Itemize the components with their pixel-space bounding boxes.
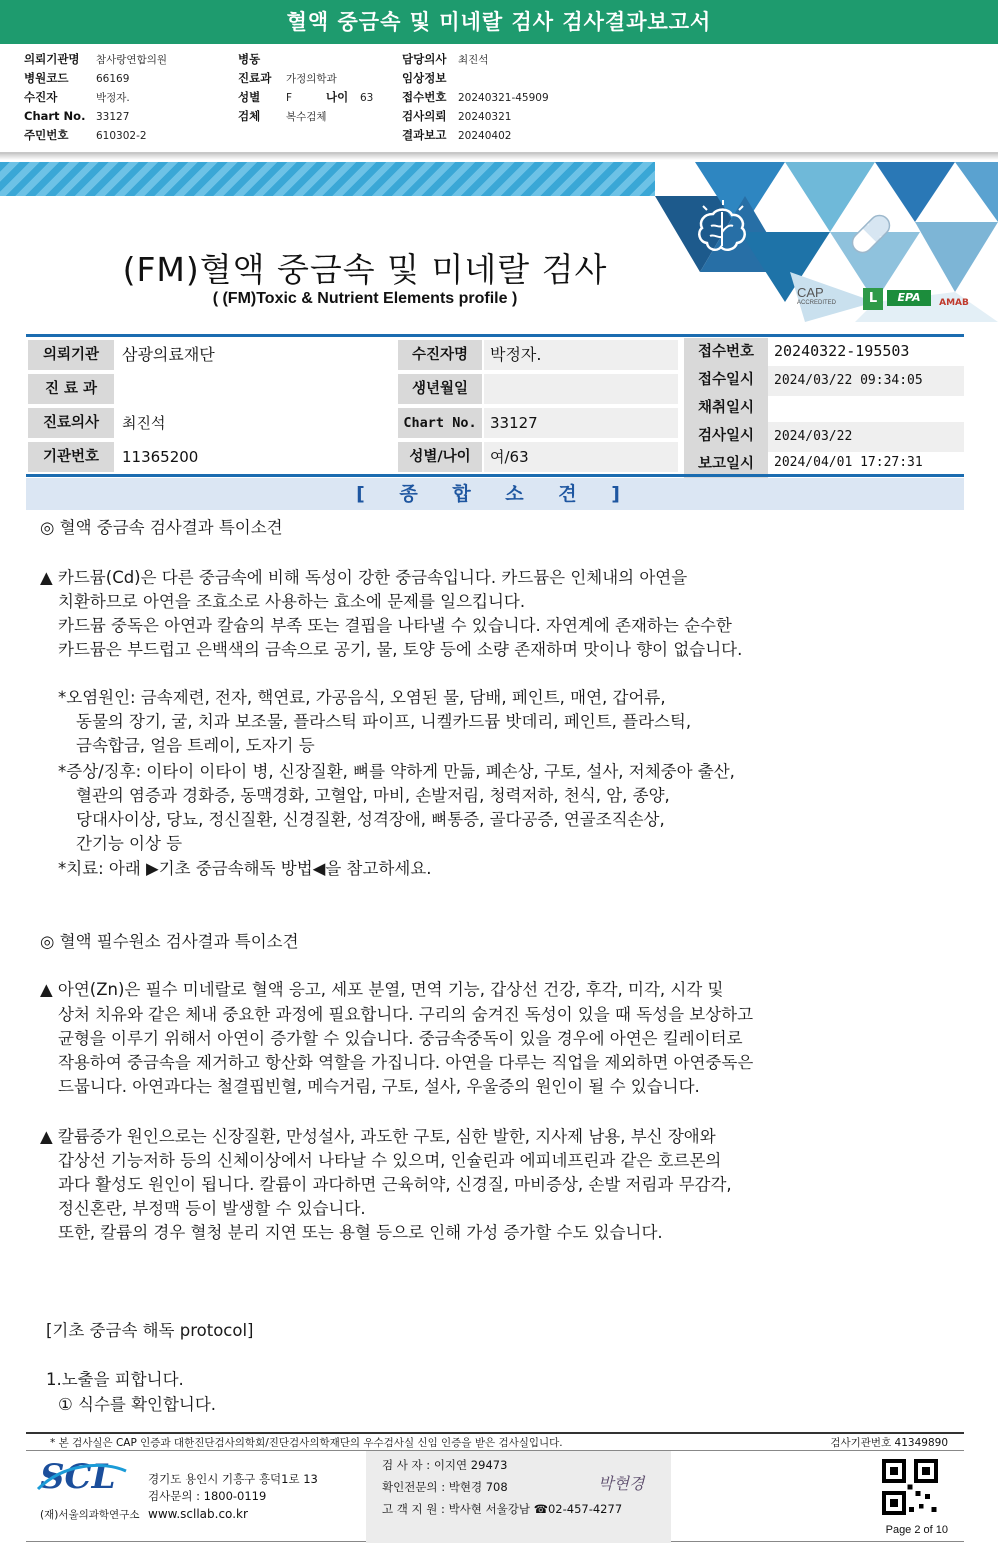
scl-logo: SCL [40, 1457, 116, 1497]
label-dept: 진료과 [238, 71, 272, 85]
section-heavy-metal-heading: ◎ 혈액 중금속 검사결과 특이소견 [40, 518, 283, 537]
label-patient: 수진자 [24, 90, 58, 104]
label-request-date: 검사의뢰 [402, 109, 447, 123]
lab-website[interactable]: www.scllab.co.kr [148, 1507, 248, 1521]
value-req-org-2: 삼광의료재단 [122, 345, 215, 364]
signature: 박현경 [598, 1474, 645, 1493]
lm-logo: L [863, 288, 883, 310]
qr-code-icon [882, 1459, 938, 1515]
label-birth: 생년월일 [398, 374, 482, 404]
label-rrn: 주민번호 [24, 128, 69, 142]
scl-logo-swoosh [34, 1459, 130, 1499]
label-recv-dt: 접수일시 [684, 366, 768, 394]
footer-lab-number: 검사기관번호 41349890 [830, 1437, 948, 1449]
capsule-icon [843, 206, 899, 262]
header-shadow [0, 154, 998, 160]
summary-line: 간기능 이상 등 [76, 834, 183, 853]
value-specimen: 복수검체 [286, 111, 327, 123]
summary-line: ▲ 칼륨증가 원인으로는 신장질환, 만성설사, 과도한 구토, 심한 발한, 지사제 남용, 부신 장애와 [40, 1127, 716, 1146]
label-ward: 병동 [238, 52, 261, 66]
label-hosp-code: 병원코드 [24, 71, 69, 85]
value-birth [484, 374, 678, 404]
footer-box [26, 1450, 964, 1542]
confirming-specialist: 확인전문의 : 박현경 708 [382, 1480, 508, 1494]
header-info-col-3 [402, 50, 549, 145]
header-info-col-1 [24, 50, 167, 145]
label-specimen: 검체 [238, 109, 261, 123]
section-essential-element-heading: ◎ 혈액 필수원소 검사결과 특이소견 [40, 932, 299, 951]
label-recv-no: 접수번호 [684, 338, 768, 366]
footer-signers-panel [366, 1451, 671, 1543]
value-req-org: 참사랑연합의원 [96, 54, 168, 66]
summary-heading: [ 종 합 소 견 ] [26, 478, 964, 510]
summary-line: 드뭅니다. 아연과다는 철결핍빈혈, 메슥거림, 구토, 설사, 우울증의 원인이 될 수 있습니다. [58, 1077, 700, 1096]
summary-line: 또한, 칼륨의 경우 혈청 분리 지연 또는 용혈 등으로 인해 가성 증가할 수도 있습니다. [58, 1223, 663, 1242]
label-report-dt: 보고일시 [684, 450, 768, 478]
lab-name: (재)서울의과학연구소 [40, 1509, 140, 1521]
label-org-no: 기관번호 [28, 442, 114, 472]
label-chart-no: Chart No. [398, 408, 482, 438]
label-doctor-2: 진료의사 [28, 408, 114, 438]
customer-support: 고 객 지 원 : 박사현 서울강남 ☎02-457-4277 [382, 1502, 623, 1516]
value-age: 63 [360, 92, 374, 104]
footer-cert-notice: * 본 검사실은 CAP 인증과 대한진단검사의학회/진단검사의학재단의 우수검사실 신임 인증을 받은 검사실입니다. [50, 1437, 563, 1449]
report-header-title: 혈액 중금속 및 미네랄 검사 검사결과보고서 [0, 0, 998, 44]
lab-phone: 검사문의 : 1800-0119 [148, 1489, 267, 1503]
value-recv-no: 20240322-195503 [774, 342, 910, 360]
summary-line: *증상/징후: 이타이 이타이 병, 신장질환, 뼈를 약하게 만듦, 폐손상, 구토, 설사, 저체중아 출산, [58, 762, 735, 781]
value-hosp-code: 66169 [96, 73, 130, 85]
summary-line: 금속합금, 얼음 트레이, 도자기 등 [76, 736, 315, 755]
summary-line: 균형을 이루기 위해서 아연이 증가할 수 있습니다. 중금속중독이 있을 경우에 아연은 킬레이터로 [58, 1029, 743, 1048]
value-test-dt: 2024/03/22 [768, 422, 964, 452]
label-dept-2: 진 료 과 [28, 374, 114, 404]
value-patient: 박정자. [96, 92, 130, 104]
label-test-dt: 검사일시 [684, 422, 768, 450]
value-collect [768, 394, 964, 424]
summary-line: 동물의 장기, 굴, 치과 보조물, 플라스틱 파이프, 니켈카드뮴 밧데리, 페인트, 플라스틱, [76, 712, 692, 731]
cap-logo: CAP ACCREDITED [797, 285, 837, 306]
summary-line: *오염원인: 금속제련, 전자, 핵연료, 가공음식, 오염된 물, 담배, 페인트, 매연, 갑어류, [58, 688, 666, 707]
value-request-date: 20240321 [458, 111, 512, 123]
label-req-org: 의뢰기관명 [24, 52, 80, 66]
value-chart-no: 33127 [484, 408, 678, 438]
value-org-no: 11365200 [122, 448, 199, 466]
value-report-date: 20240402 [458, 130, 512, 142]
summary-line: 정신혼란, 부정맥 등이 발생할 수 있습니다. [58, 1199, 366, 1218]
value-patient-name: 박정자. [484, 340, 678, 370]
value-sex-age: 여/63 [484, 442, 678, 472]
label-doctor: 담당의사 [402, 52, 447, 66]
label-sex: 성별 [238, 90, 261, 104]
value-doctor: 최진석 [458, 54, 489, 66]
value-accession: 20240321-45909 [458, 92, 549, 104]
summary-line: 치환하므로 아연을 조효소로 사용하는 효소에 문제를 일으킵니다. [58, 592, 526, 611]
protocol-step-1: 1.노출을 피합니다. [46, 1370, 184, 1389]
protocol-heading: [기초 중금속 해독 protocol] [46, 1321, 254, 1340]
summary-line: 상처 치유와 같은 체내 중요한 과정에 필요합니다. 구리의 숨겨진 독성이 있을 때 독성을 보상하고 [58, 1005, 754, 1024]
value-dept-2 [116, 374, 396, 404]
label-age: 나이 [326, 90, 349, 104]
protocol-step-1-1: ① 식수를 확인합니다. [58, 1395, 217, 1414]
label-clinical-info: 임상정보 [402, 71, 447, 85]
label-req-org-2: 의뢰기관 [28, 340, 114, 370]
report-title: (FM)혈액 중금속 및 미네랄 검사 [122, 250, 608, 289]
epa-logo: EPA [887, 290, 931, 306]
value-chart: 33127 [96, 111, 130, 123]
header-info-col-2 [238, 50, 373, 126]
label-sex-age: 성별/나이 [398, 442, 482, 472]
lab-address: 경기도 용인시 기흥구 흥덕1로 13 [148, 1472, 318, 1486]
value-doctor-2: 최진석 [122, 414, 166, 432]
label-accession: 접수번호 [402, 90, 447, 104]
examiner: 검 사 자 : 이지연 29473 [382, 1458, 508, 1472]
summary-line: *치료: 아래 ▶기초 중금속해독 방법◀을 참고하세요. [58, 859, 432, 878]
summary-line: 과다 활성도 원인이 됩니다. 칼륨이 과다하면 근육허약, 신경질, 마비증상, 손발 저림과 무감각, [58, 1175, 732, 1194]
label-chart: Chart No. [24, 109, 86, 123]
value-rrn: 610302-2 [96, 130, 147, 142]
summary-line: 작용하여 중금속을 제거하고 항산화 역할을 가집니다. 아연을 다루는 직업을 제외하면 아연중독은 [58, 1053, 754, 1072]
value-recv-dt: 2024/03/22 09:34:05 [768, 366, 964, 396]
summary-line: 혈관의 염증과 경화증, 동맥경화, 고혈압, 마비, 손발저림, 청력저하, 천식, 암, 종양, [76, 786, 670, 805]
summary-line: ▲ 카드뮴(Cd)은 다른 중금속에 비해 독성이 강한 중금속입니다. 카드뮴은 인체내의 아연을 [40, 568, 688, 587]
summary-line: 카드뮴 중독은 아연과 칼슘의 부족 또는 결핍을 나타낼 수 있습니다. 자연계에 존재하는 순수한 [58, 616, 732, 635]
table-bottom-rule [26, 474, 964, 477]
label-patient-name: 수진자명 [398, 340, 482, 370]
label-report-date: 결과보고 [402, 128, 447, 142]
page-number: Page 2 of 10 [885, 1524, 948, 1536]
label-collect: 채취일시 [684, 394, 768, 422]
value-sex: F [286, 92, 293, 104]
summary-line: 갑상선 기능저하 등의 신체이상에서 나타날 수 있으며, 인슐린과 에피네프린과 같은 호르몬의 [58, 1151, 722, 1170]
summary-line: 당대사이상, 당뇨, 정신질환, 신경질환, 성격장애, 뼈통증, 골다공증, 연골조직손상, [76, 810, 665, 829]
value-dept: 가정의학과 [286, 73, 337, 85]
report-subtitle: ( (FM)Toxic & Nutrient Elements profile ) [212, 290, 518, 307]
header-info-panel [0, 44, 998, 154]
amab-logo: AMAB [939, 298, 969, 308]
footer-notice-bar [26, 1432, 964, 1450]
summary-line: 카드뮴은 부드럽고 은백색의 금속으로 공기, 물, 토양 등에 소량 존재하며 맛이나 향이 없습니다. [58, 640, 743, 659]
summary-line: ▲ 아연(Zn)은 필수 미네랄로 혈액 응고, 세포 분열, 면역 기능, 갑상선 건강, 후각, 미각, 시각 및 [40, 980, 724, 999]
value-report-dt: 2024/04/01 17:27:31 [774, 455, 923, 470]
